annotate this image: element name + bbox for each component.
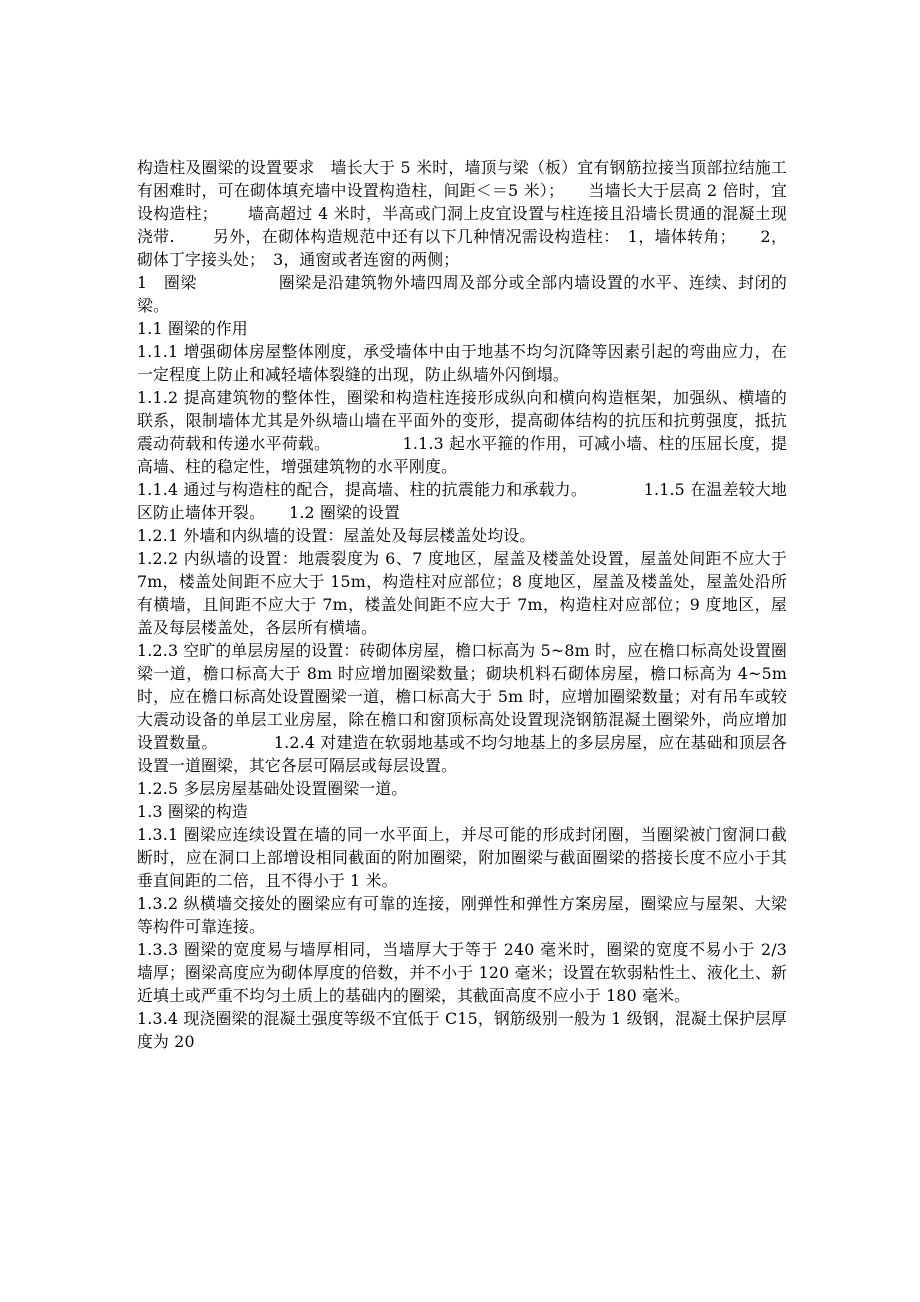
paragraph-1-1-2: 1.1.2 提高建筑物的整体性，圈梁和构造柱连接形成纵向和横向构造框架，加强纵、横墙的联系，限制墙体尤其是外纵墙山墙在平面外的变形，提高砌体结构的抗压和抗剪强度，抵抗震动荷载和传递水平荷载。 1.1.3 起水平箍的作用，可减小墙、柱的压屈长度，提高墙、柱的稳定性，增强建筑物的水平刚度。 [137,388,787,476]
paragraph-1-3-4: 1.3.4 现浇圈梁的混凝土强度等级不宜低于 C15，钢筋级别一般为 1 级钢，混凝土保护层厚度为 20 [137,1009,787,1051]
paragraph-1-1-heading: 1.1 圈梁的作用 [137,319,248,338]
paragraph-1-2-3: 1.2.3 空旷的单层房屋的设置：砖砌体房屋，檐口标高为 5~8m 时，应在檐口标高处设置圈梁一道，檐口标高大于 8m 时应增加圈梁数量；砌块机料石砌体房屋，檐口标高为 4~5m 时，应在檐口标高处设置圈梁一道，檐口标高大于 5m 时，应增加圈梁数量；对有吊车或较大震动设备的单层工业房屋，除在檐口和窗顶标高处设置现浇钢筋混凝土圈梁外，尚应增加设置数量。 1.2.4 对建造在软弱地基或不均匀地基上的多层房屋，应在基础和顶层各设置一道圈梁，其它各层可隔层或每层设置。 [137,641,787,775]
paragraph-1-2-2: 1.2.2 内纵墙的设置：地震裂度为 6、7 度地区，屋盖及楼盖处设置，屋盖处间距不应大于 7m，楼盖处间距不应大于 15m，构造柱对应部位；8 度地区，屋盖及楼盖处，屋盖处沿所有横墙，且间距不应大于 7m，楼盖处间距不应大于 7m，构造柱对应部位；9 度地区，屋盖及每层楼盖处，各层所有横墙。 [137,549,787,637]
paragraph-1-2-1: 1.2.1 外墙和内纵墙的设置：屋盖处及每层楼盖处均设。 [137,526,536,545]
paragraph-1-2-5: 1.2.5 多层房屋基础处设置圈梁一道。 [137,779,408,798]
paragraph-1-ring-beam: 1 圈梁 圈梁是沿建筑物外墙四周及部分或全部内墙设置的水平、连续、封闭的梁。 [137,273,787,315]
paragraph-1-1-1: 1.1.1 增强砌体房屋整体刚度，承受墙体中由于地基不均匀沉降等因素引起的弯曲应力，在一定程度上防止和减轻墙体裂缝的出现，防止纵墙外闪倒塌。 [137,342,787,384]
paragraph-1-3-1: 1.3.1 圈梁应连续设置在墙的同一水平面上，并尽可能的形成封闭圈，当圈梁被门窗洞口截断时，应在洞口上部增设相同截面的附加圈梁，附加圈梁与截面圈梁的搭接长度不应小于其垂直间距的二倍，且不得小于 1 米。 [137,825,787,890]
paragraph-1-3-3: 1.3.3 圈梁的宽度易与墙厚相同，当墙厚大于等于 240 毫米时，圈梁的宽度不易小于 2/3 墙厚；圈梁高度应为砌体厚度的倍数，并不小于 120 毫米；设置在软弱粘性土、液化土、新近填土或严重不均匀土质上的基础内的圈梁，其截面高度不应小于 180 毫米。 [137,940,787,1005]
paragraph-intro: 构造柱及圈梁的设置要求 墙长大于 5 米时，墙顶与梁（板）宜有钢筋拉接当顶部拉结施工有困难时，可在砌体填充墙中设置构造柱，间距＜＝5 米）； 当墙长大于层高 2 倍时，宜设构造柱； 墙高超过 4 米时，半高或门洞上皮宜设置与柱连接且沿墙长贯通的混凝土现浇带. 另外，在砌体构造规范中还有以下几种情况需设构造柱： 1，墙体转角； 2，砌体丁字接头处； 3，通窗或者连窗的两侧； [137,158,787,269]
paragraph-1-1-4: 1.1.4 通过与构造柱的配合，提高墙、柱的抗震能力和承载力。 1.1.5 在温差较大地区防止墙体开裂。 1.2 圈梁的设置 [137,480,787,522]
paragraph-1-3-heading: 1.3 圈梁的构造 [137,802,248,821]
document-body [137,156,787,1053]
paragraph-1-3-2: 1.3.2 纵横墙交接处的圈梁应有可靠的连接，刚弹性和弹性方案房屋，圈梁应与屋架、大梁等构件可靠连接。 [137,894,787,936]
